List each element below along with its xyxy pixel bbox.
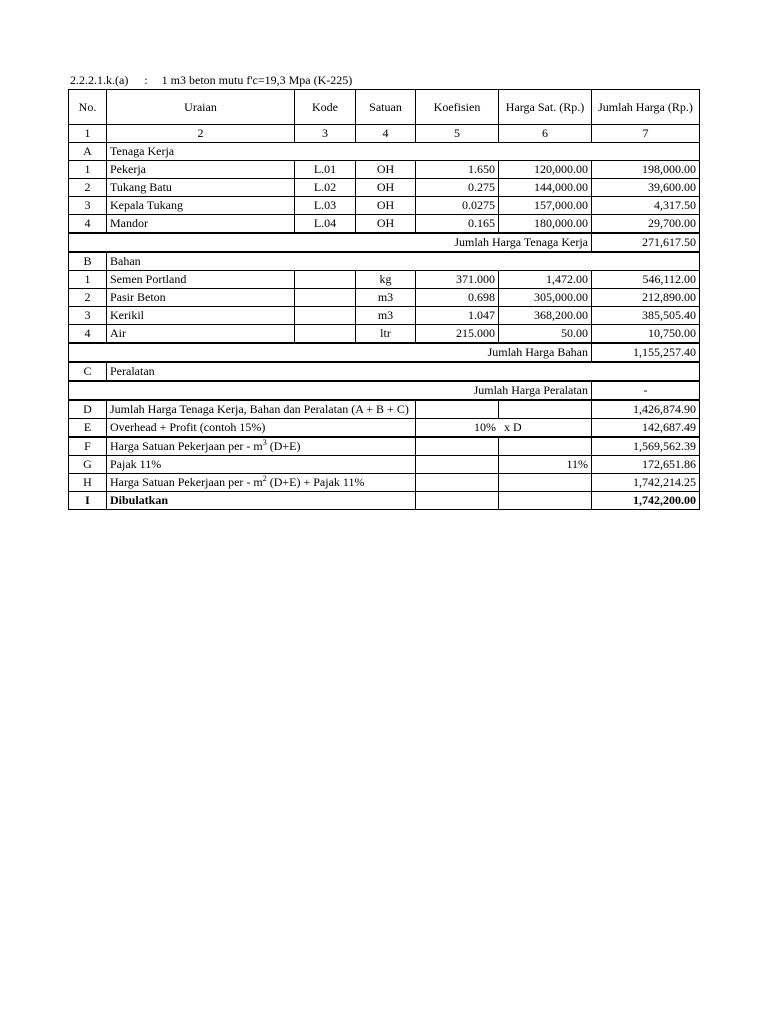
label-text: Harga Satuan Pekerjaan per - m [110, 439, 263, 453]
unit-exponent: 2 [262, 474, 267, 483]
label-text: (D+E) [266, 439, 301, 453]
summary-letter: F [69, 437, 107, 456]
rounded-value: 1,742,200.00 [592, 492, 700, 510]
row-kode [295, 325, 356, 344]
overhead-rate-cell [416, 419, 592, 438]
row-jumlah: 546,112.00 [592, 271, 700, 289]
section-title: Peralatan [107, 362, 700, 381]
row-koefisien: 1.047 [416, 307, 499, 325]
row-uraian: Pekerja [107, 161, 295, 179]
item-title: 1 m3 beton mutu f'c=19,3 Mpa (K-225) [161, 73, 353, 87]
row-no: 3 [69, 197, 107, 215]
column-number: 7 [592, 125, 700, 143]
row-no: 4 [69, 325, 107, 344]
summary-row-d [69, 400, 700, 419]
row-no: 1 [69, 271, 107, 289]
summary-letter: H [69, 474, 107, 492]
row-jumlah: 39,600.00 [592, 179, 700, 197]
row-koefisien: 0.275 [416, 179, 499, 197]
summary-label [107, 437, 416, 456]
table-row [69, 271, 700, 289]
row-kode [295, 271, 356, 289]
row-harga-sat: 305,000.00 [499, 289, 592, 307]
item-code: 2.2.2.1.k.(a) [70, 73, 129, 87]
row-koefisien: 0.165 [416, 215, 499, 234]
summary-row-i [69, 492, 700, 510]
summary-row-f [69, 437, 700, 456]
label-text: (D+E) + Pajak 11% [266, 475, 365, 489]
col-harga-sat-header: Harga Sat. (Rp.) [499, 90, 592, 125]
row-kode: L.03 [295, 197, 356, 215]
empty-cell [416, 492, 499, 510]
row-uraian: Mandor [107, 215, 295, 234]
row-uraian: Semen Portland [107, 271, 295, 289]
row-kode: L.02 [295, 179, 356, 197]
empty-cell [499, 474, 592, 492]
column-number: 2 [107, 125, 295, 143]
empty-cell [499, 400, 592, 419]
row-satuan: m3 [356, 289, 416, 307]
summary-letter: I [69, 492, 107, 510]
row-no: 1 [69, 161, 107, 179]
subtotal-value: 271,617.50 [592, 233, 700, 252]
times-d-label: x D [504, 420, 522, 434]
column-number: 4 [356, 125, 416, 143]
table-row [69, 161, 700, 179]
col-no-header: No. [69, 90, 107, 125]
summary-value: 1,569,562.39 [592, 437, 700, 456]
empty-cell [416, 474, 499, 492]
subtotal-value: - [592, 381, 700, 400]
row-jumlah: 385,505.40 [592, 307, 700, 325]
row-no: 4 [69, 215, 107, 234]
column-number: 3 [295, 125, 356, 143]
summary-value: 172,651.86 [592, 456, 700, 474]
overhead-percent: 10% [474, 420, 496, 434]
summary-row-h [69, 474, 700, 492]
row-satuan: OH [356, 161, 416, 179]
section-a-header [69, 143, 700, 161]
row-harga-sat: 50.00 [499, 325, 592, 344]
row-kode: L.01 [295, 161, 356, 179]
table-row [69, 325, 700, 344]
row-satuan: OH [356, 215, 416, 234]
row-harga-sat: 180,000.00 [499, 215, 592, 234]
table-row [69, 179, 700, 197]
summary-letter: D [69, 400, 107, 419]
summary-value: 142,687.49 [592, 419, 700, 438]
table-row [69, 307, 700, 325]
summary-letter: E [69, 419, 107, 438]
row-harga-sat: 157,000.00 [499, 197, 592, 215]
empty-cell [499, 437, 592, 456]
row-no: 2 [69, 179, 107, 197]
section-letter: C [69, 362, 107, 381]
empty-cell [499, 492, 592, 510]
summary-label: Jumlah Harga Tenaga Kerja, Bahan dan Peralatan (A + B + C) [107, 400, 416, 419]
row-satuan: ltr [356, 325, 416, 344]
row-jumlah: 198,000.00 [592, 161, 700, 179]
row-harga-sat: 120,000.00 [499, 161, 592, 179]
col-uraian-header: Uraian [107, 90, 295, 125]
row-uraian: Air [107, 325, 295, 344]
table-row [69, 289, 700, 307]
row-no: 3 [69, 307, 107, 325]
column-number-row [69, 125, 700, 143]
row-koefisien: 1.650 [416, 161, 499, 179]
section-b-header [69, 252, 700, 271]
summary-value: 1,426,874.90 [592, 400, 700, 419]
summary-letter: G [69, 456, 107, 474]
row-kode [295, 289, 356, 307]
row-jumlah: 212,890.00 [592, 289, 700, 307]
subtotal-row [69, 381, 700, 400]
row-satuan: m3 [356, 307, 416, 325]
col-koefisien-header: Koefisien [416, 90, 499, 125]
subtotal-row [69, 233, 700, 252]
empty-cell [416, 400, 499, 419]
section-letter: A [69, 143, 107, 161]
row-uraian: Tukang Batu [107, 179, 295, 197]
row-jumlah: 29,700.00 [592, 215, 700, 234]
row-jumlah: 10,750.00 [592, 325, 700, 344]
row-jumlah: 4,317.50 [592, 197, 700, 215]
label-text: Harga Satuan Pekerjaan per - m [110, 475, 263, 489]
table-row [69, 197, 700, 215]
summary-label: Overhead + Profit (contoh 15%) [107, 419, 416, 438]
row-uraian: Pasir Beton [107, 289, 295, 307]
column-header-row [69, 90, 700, 125]
row-satuan: kg [356, 271, 416, 289]
row-kode [295, 307, 356, 325]
section-title: Tenaga Kerja [107, 143, 700, 161]
row-satuan: OH [356, 179, 416, 197]
column-number: 5 [416, 125, 499, 143]
row-harga-sat: 368,200.00 [499, 307, 592, 325]
row-koefisien: 371.000 [416, 271, 499, 289]
column-number: 1 [69, 125, 107, 143]
heading-colon: : [144, 73, 148, 87]
document-heading [70, 72, 352, 88]
subtotal-value: 1,155,257.40 [592, 343, 700, 362]
subtotal-row [69, 343, 700, 362]
subtotal-label: Jumlah Harga Peralatan [69, 381, 592, 400]
subtotal-label: Jumlah Harga Tenaga Kerja [69, 233, 592, 252]
summary-row-e [69, 419, 700, 438]
col-kode-header: Kode [295, 90, 356, 125]
row-uraian: Kepala Tukang [107, 197, 295, 215]
empty-cell [416, 437, 499, 456]
summary-label [107, 474, 416, 492]
row-harga-sat: 1,472.00 [499, 271, 592, 289]
row-harga-sat: 144,000.00 [499, 179, 592, 197]
summary-row-g [69, 456, 700, 474]
row-koefisien: 0.698 [416, 289, 499, 307]
row-uraian: Kerikil [107, 307, 295, 325]
unit-exponent: 3 [262, 438, 267, 447]
tax-percent: 11% [499, 456, 592, 474]
section-c-header [69, 362, 700, 381]
summary-value: 1,742,214.25 [592, 474, 700, 492]
summary-label: Pajak 11% [107, 456, 416, 474]
table-row [69, 215, 700, 234]
section-title: Bahan [107, 252, 700, 271]
column-number: 6 [499, 125, 592, 143]
col-satuan-header: Satuan [356, 90, 416, 125]
unit-price-analysis-table [68, 89, 700, 510]
empty-cell [416, 456, 499, 474]
subtotal-label: Jumlah Harga Bahan [69, 343, 592, 362]
rounded-label: Dibulatkan [107, 492, 416, 510]
row-no: 2 [69, 289, 107, 307]
row-kode: L.04 [295, 215, 356, 234]
row-satuan: OH [356, 197, 416, 215]
row-koefisien: 215.000 [416, 325, 499, 344]
col-jumlah-harga-header: Jumlah Harga (Rp.) [592, 90, 700, 125]
row-koefisien: 0.0275 [416, 197, 499, 215]
section-letter: B [69, 252, 107, 271]
